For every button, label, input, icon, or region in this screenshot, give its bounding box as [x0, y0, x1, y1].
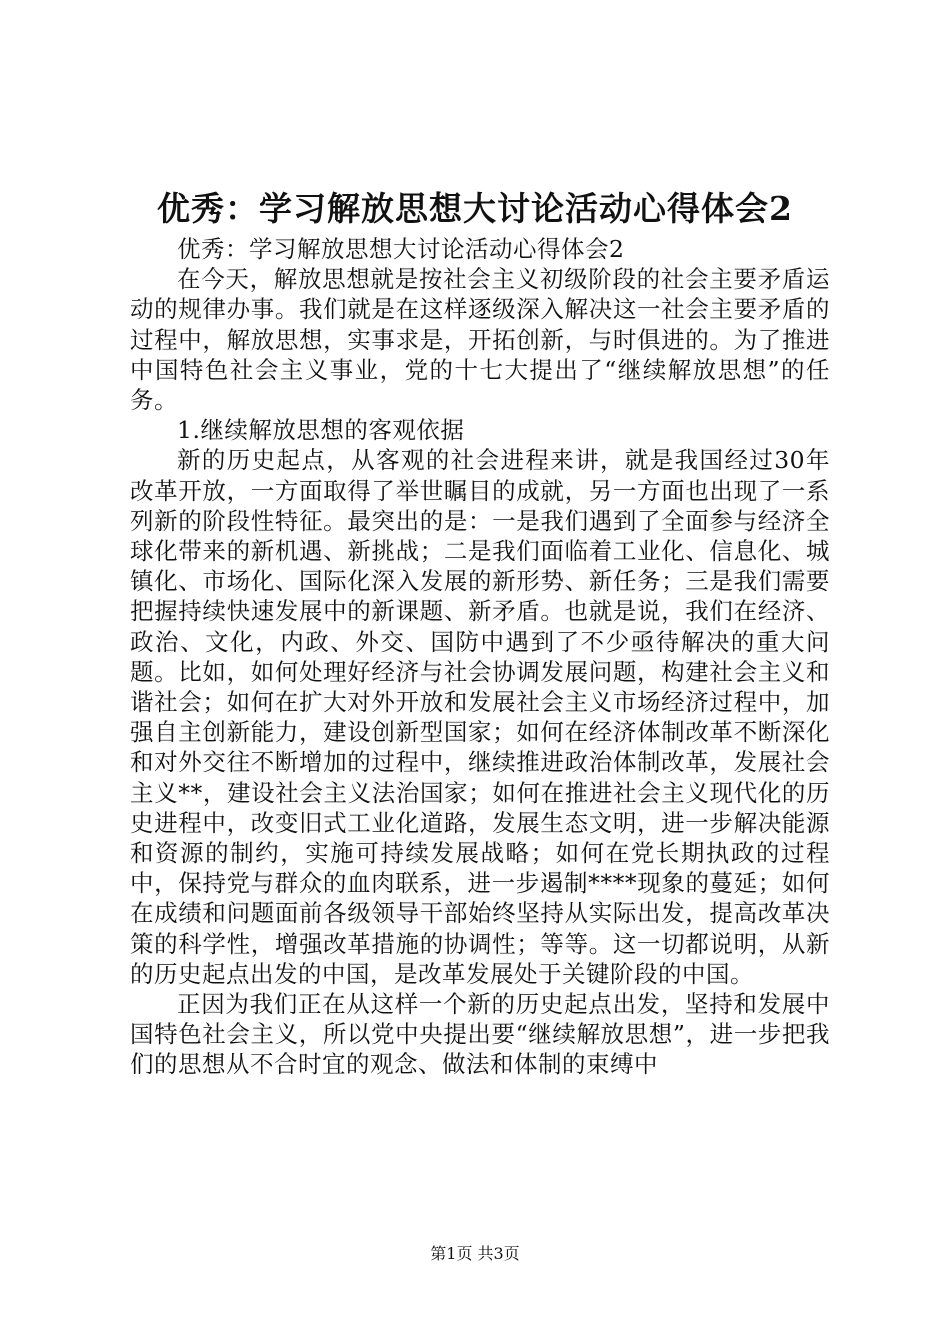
document-body [130, 234, 830, 1080]
paragraph-continue-emancipation: 正因为我们正在从这样一个新的历史起点出发，坚持和发展中国特色社会主义，所以党中央提出要“继续解放思想”，进一步把我们的思想从不合时宜的观念、做法和体制的束缚中 [130, 990, 830, 1079]
document-subtitle: 优秀：学习解放思想大讨论活动心得体会2 [177, 235, 625, 263]
paragraph-intro: 在今天，解放思想就是按社会主义初级阶段的社会主要矛盾运动的规律办事。我们就是在这样逐级深入解决这一社会主要矛盾的过程中，解放思想，实事求是，开拓创新，与时俱进的。为了推进中国特色社会主义事业，党的十七大提出了“继续解放思想”的任务。 [130, 265, 830, 415]
paragraph-historical-starting-point: 新的历史起点，从客观的社会进程来讲，就是我国经过30年改革开放，一方面取得了举世瞩目的成就，另一方面也出现了一系列新的阶段性特征。最突出的是：一是我们遇到了全面参与经济全球化带来的新机遇、新挑战；二是我们面临着工业化、信息化、城镇化、市场化、国际化深入发展的新形势、新任务；三是我们需要把握持续快速发展中的新课题、新矛盾。也就是说，我们在经济、政治、文化，内政、外交、国防中遇到了不少亟待解决的重大问题。比如，如何处理好经济与社会协调发展问题，构建社会主义和谐社会；如何在扩大对外开放和发展社会主义市场经济过程中，加强自主创新能力，建设创新型国家；如何在经济体制改革不断深化和对外交往不断增加的过程中，继续推进政治体制改革，发展社会主义**，建设社会主义法治国家；如何在推进社会主义现代化的历史进程中，改变旧式工业化道路，发展生态文明，进一步解决能源和资源的制约，实施可持续发展战略；如何在党长期执政的过程中，保持党与群众的血肉联系，进一步遏制****现象的蔓延；如何在成绩和问题面前各级领导干部始终坚持从实际出发，提高改革决策的科学性，增强改革措施的协调性；等等。这一切都说明，从新的历史起点出发的中国，是改革发展处于关键阶段的中国。 [130, 446, 830, 988]
document-title: 优秀：学习解放思想大讨论活动心得体会2 [157, 189, 793, 228]
page-footer: 第1页 共3页 [430, 1244, 520, 1263]
section-heading: 1.继续解放思想的客观依据 [177, 416, 465, 445]
